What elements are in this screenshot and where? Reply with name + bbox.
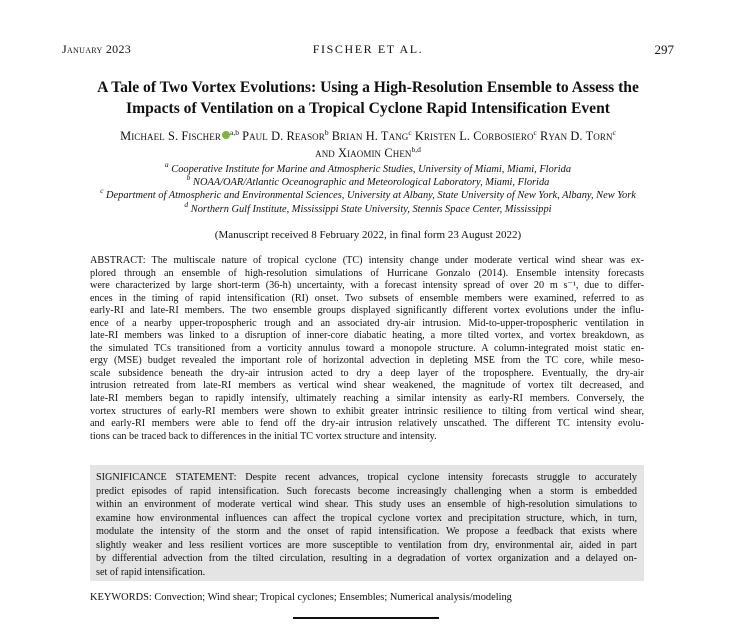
author-conjunction: and <box>315 146 335 160</box>
affiliation <box>60 173 676 189</box>
abstract-line: vortex structures of early-RI members were shown to exhibit greater intrinsic resilience to tilting from vertical wind shear, <box>90 405 644 417</box>
author-affiliation-mark: b <box>324 128 329 137</box>
significance-line: examine how environmental influences can affect the tropical cyclone vortex and precipitation structure, which, in turn, <box>96 512 637 524</box>
author-affiliation-mark: a,b <box>230 128 239 137</box>
significance-line: within an environment of moderate vertical wind shear. This study uses an ensemble of high-resolution simulations to <box>96 499 637 511</box>
author-name: Xiaomin Chen <box>338 146 412 160</box>
author-row-2 <box>60 145 676 162</box>
author-name: Kristen L. Corbosiero <box>414 129 534 143</box>
author-name: Brian H. Tang <box>331 129 409 143</box>
author-affiliation-mark: c <box>533 128 537 137</box>
significance-line: modulate the intensity of the storm and the onset of rapid intensification. We propose a feedback that exists where <box>96 526 637 538</box>
author-affiliation-mark: b,d <box>411 145 421 154</box>
affiliation <box>60 160 676 176</box>
affiliation-text: Cooperative Institute for Marine and Atmospheric Studies, University of Miami, Miami, Florida <box>171 164 572 175</box>
affiliation-text: Northern Gulf Institute, Mississippi State University, Stennis Space Center, Mississippi <box>190 203 552 215</box>
page-number: 297 <box>654 42 674 57</box>
affiliation <box>60 186 676 202</box>
affiliation-mark: b <box>186 173 191 183</box>
abstract <box>90 255 644 443</box>
abstract-line: the simulated TCs transitioned from a vorticity annulus toward a monopole structure. A column-integrated moist static en- <box>90 342 644 354</box>
author-name: Paul D. Reasor <box>242 129 325 143</box>
author-list <box>60 128 676 162</box>
affiliation-mark: d <box>184 199 189 209</box>
author-row-1 <box>60 128 676 145</box>
abstract-line: were characterized by large short-term (36-h) uncertainty, with a forecast intensity spread of over 20 m s⁻¹, due to differ- <box>90 280 644 292</box>
abstract-line: ABSTRACT: The multiscale nature of tropical cyclone (TC) intensity change under moderate vertical wind shear was ex- <box>90 255 644 266</box>
affiliation-list <box>60 160 676 216</box>
abstract-line: early-RI and late-RI members. The two ensemble groups displayed significantly different vortex evolutions under the influ- <box>90 305 644 317</box>
manuscript-dates: (Manuscript received 8 February 2022, in final form 23 August 2022) <box>214 229 522 241</box>
abstract-line: tions can be traced back to differences in the initial TC vortex structure and intensity. <box>90 430 437 442</box>
issue-date: January 2023 <box>62 42 132 56</box>
abstract-line: plored through an ensemble of high-resolution simulations of Hurricane Gonzalo (2014). Ensemble intensity forecasts <box>90 267 644 279</box>
significance-line: predict episodes of rapid intensification. Such forecasts become increasingly challenging when a storm is embedded <box>96 485 637 497</box>
significance-statement <box>96 471 637 579</box>
significance-line: slightly weaker and less resilient vortices are more susceptible to ventilation from dry, environmental air, aided in part <box>96 539 637 551</box>
affiliation-mark: a <box>164 160 169 169</box>
keywords: KEYWORDS: Convection; Wind shear; Tropical cyclones; Ensembles; Numerical analysis/modeling <box>90 592 512 603</box>
significance-line: SIGNIFICANCE STATEMENT: Despite recent advances, tropical cyclone intensity forecasts struggle to accurately <box>96 472 637 483</box>
running-authors: FISCHER ET AL. <box>312 42 424 56</box>
abstract-line: and early-RI members were able to fend off the dry-air intrusion relatively unscathed. The different TC intensity evolu- <box>90 418 644 430</box>
orcid-icon[interactable] <box>222 131 230 139</box>
significance-line: set of rapid intensification. <box>96 566 206 578</box>
abstract-line: ence of a nearby upper-tropospheric trough and an associated dry-air intrusion. Mid-to-upper-tropospheric ventilation in <box>90 317 644 329</box>
affiliation-mark: c <box>100 186 104 196</box>
running-header <box>62 42 674 60</box>
significance-statement-box <box>90 465 644 581</box>
paper-title <box>70 77 666 119</box>
abstract-line: late-RI members began to rapidly intensify, ultimately reaching a similar intensity as early-RI members. Conversely, the <box>90 393 644 405</box>
abstract-line: late-RI members was linked to a disruption of inner-core diabatic heating, a more tilted vortex, and vortex breakdown, as <box>90 330 644 342</box>
author-name: Ryan D. Torn <box>540 129 613 143</box>
affiliation-text: NOAA/OAR/Atlantic Oceanographic and Meteorological Laboratory, Miami, Florida <box>193 177 550 189</box>
affiliation <box>60 199 676 216</box>
affiliation-text: Department of Atmospheric and Environmental Sciences, University at Albany, State University of New York, Albany, New York <box>106 190 636 202</box>
author-affiliation-mark: c <box>408 128 412 137</box>
title-line-1: A Tale of Two Vortex Evolutions: Using a High-Resolution Ensemble to Assess the <box>97 79 639 96</box>
significance-line: by differential advection from the tilted circulation, resulting in a degradation of vortex organization and a delayed on- <box>96 553 637 565</box>
section-divider <box>293 617 439 619</box>
abstract-line: ences in the timing of rapid intensification (RI) onset. Two subsets of ensemble members were examined, referred to as <box>90 292 644 304</box>
author-affiliation-mark: c <box>612 128 616 137</box>
author-name: Michael S. Fischer <box>120 129 221 143</box>
title-line-2: Impacts of Ventilation on a Tropical Cyclone Rapid Intensification Event <box>126 100 610 117</box>
abstract-line: ergy (MSE) budget revealed the important role of horizontal advection in depleting MSE from the TC core, while meso- <box>90 355 644 367</box>
abstract-line: intrusion retreated from late-RI members as vertical wind shear weakened, the magnitude of vortex tilt decreased, and <box>90 380 644 392</box>
abstract-line: scale subsidence beneath the dry-air intrusion acted to dry a deep layer of the troposphere. Eventually, the dry-air <box>90 367 644 379</box>
